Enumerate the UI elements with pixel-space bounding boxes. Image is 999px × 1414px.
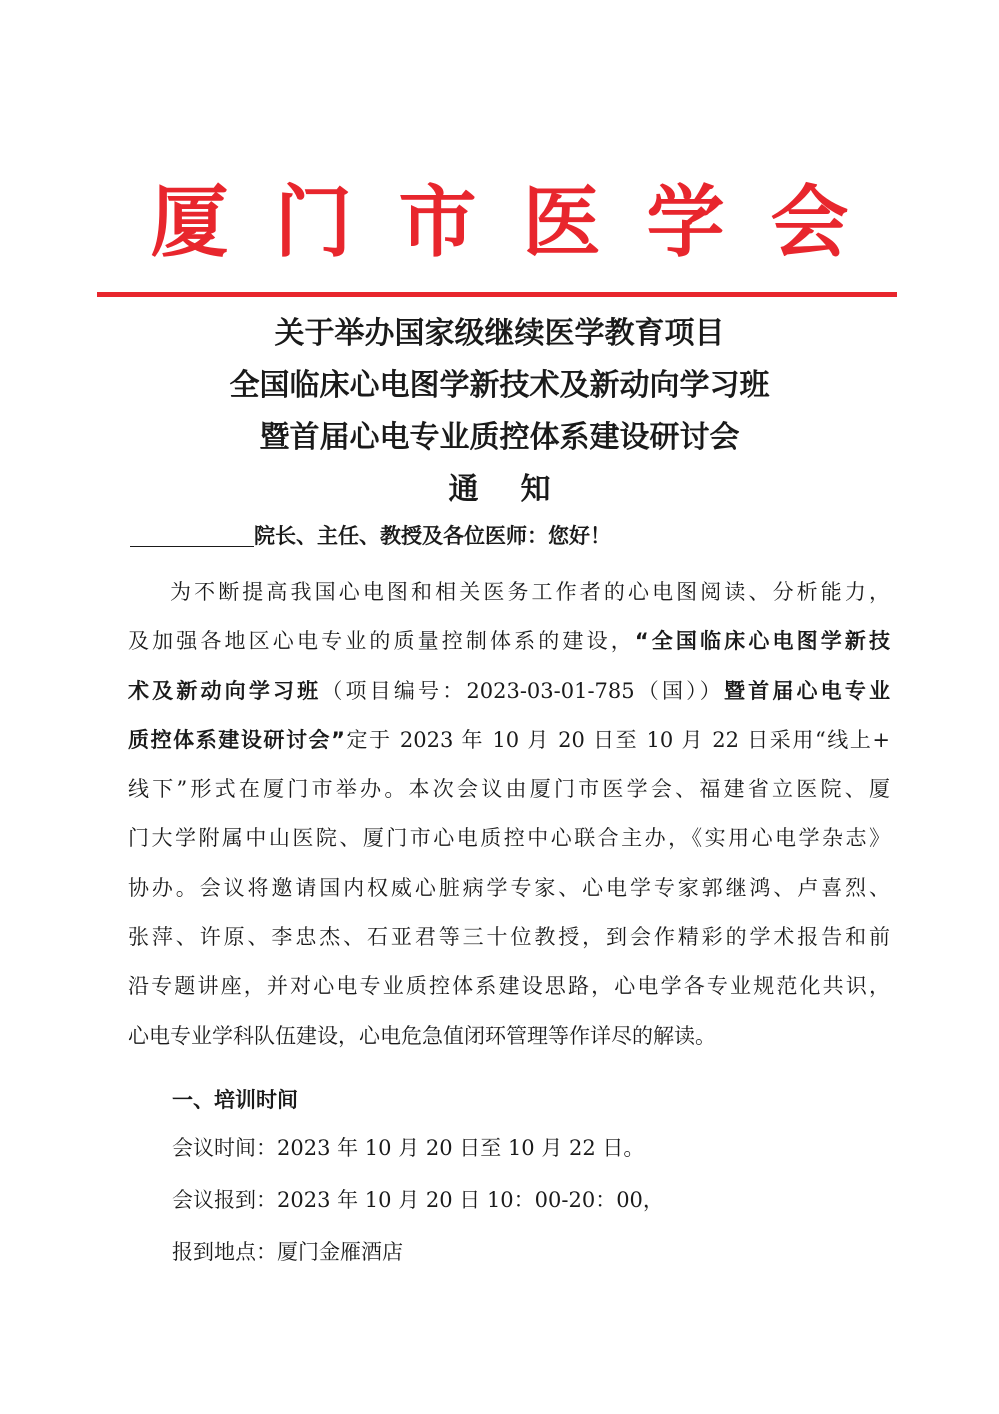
section-heading-training-time: 一、培训时间 <box>172 1088 298 1112</box>
project-name-bold: 术及新动向学习班 <box>128 678 322 703</box>
body-line: 线下”形式在厦门市举办。本次会议由厦门市医学会、福建省立医院、厦 <box>128 777 890 802</box>
body-line: 张萍、许原、李忠杰、石亚君等三十位教授，到会作精彩的学术报告和前 <box>128 925 890 950</box>
body-segment: 定于 2023 年 10 月 20 日至 10 月 22 日采用“线上+ <box>344 727 890 752</box>
greeting-text: 院长、主任、教授及各位医师：您好！ <box>254 524 611 548</box>
recipient-blank <box>130 522 254 547</box>
project-number: （项目编号：2023-03-01-785（国）） <box>321 678 724 703</box>
title-line-2: 全国临床心电图学新技术及新动向学习班 <box>229 368 770 403</box>
project-name-bold: 质控体系建设研讨会” <box>128 727 345 752</box>
meeting-time: 会议时间：2023 年 10 月 20 日至 10 月 22 日。 <box>172 1136 645 1160</box>
body-segment: 及加强各地区心电专业的质量控制体系的建设， <box>128 629 635 654</box>
title-notice: 通知 <box>448 472 593 507</box>
title-line-3: 暨首届心电专业质控体系建设研讨会 <box>259 420 740 455</box>
body-line: 门大学附属中山医院、厦门市心电质控中心联合主办，《实用心电学杂志》 <box>128 826 890 851</box>
body-line: 沿专题讲座，并对心电专业质控体系建设思路，心电学各专业规范化共识， <box>128 974 890 999</box>
registration-time: 会议报到：2023 年 10 月 20 日 10：00-20：00， <box>172 1188 664 1212</box>
greeting-line <box>130 520 890 552</box>
project-name-bold: 暨首届心电专业 <box>723 678 891 703</box>
project-name-bold: “全国临床心电图学新技 <box>634 629 890 654</box>
title-line-1: 关于举办国家级继续医学教育项目 <box>274 316 725 351</box>
document-title <box>0 308 999 516</box>
letterhead-org-name: 厦门市医学会 <box>150 177 895 268</box>
registration-location: 报到地点：厦门金雁酒店 <box>172 1240 403 1264</box>
body-paragraph <box>128 568 890 1061</box>
letterhead-red-rule <box>97 292 897 297</box>
body-line <box>128 617 890 666</box>
body-line <box>128 716 890 765</box>
body-line: 为不断提高我国心电图和相关医务工作者的心电图阅读、分析能力， <box>170 580 890 604</box>
body-line: 协办。会议将邀请国内权威心脏病学专家、心电学专家郭继鸿、卢喜烈、 <box>128 875 890 900</box>
body-line <box>128 667 890 716</box>
body-line: 心电专业学科队伍建设，心电危急值闭环管理等作详尽的解读。 <box>128 1023 716 1048</box>
